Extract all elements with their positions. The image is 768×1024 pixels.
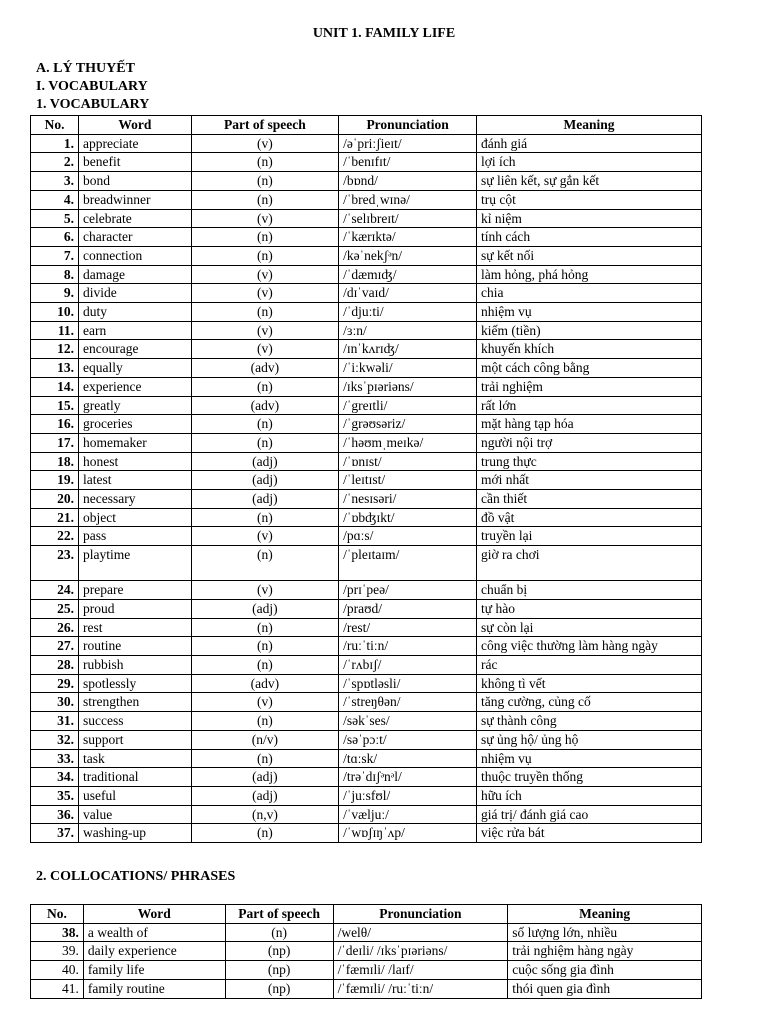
- meaning-cell: đánh giá: [477, 134, 702, 153]
- header-pronunciation: Pronunciation: [339, 116, 477, 135]
- row-number: 36.: [31, 805, 79, 824]
- table-row: [31, 942, 702, 961]
- table-row: [31, 599, 702, 618]
- part-of-speech-cell: (n): [191, 153, 338, 172]
- word-cell: equally: [79, 359, 192, 378]
- row-number: 5.: [31, 209, 79, 228]
- pronunciation-cell: /ˈselɪbreɪt/: [339, 209, 477, 228]
- row-number: 41.: [31, 979, 84, 998]
- row-number: 25.: [31, 599, 79, 618]
- pronunciation-cell: /ˈpleɪtaɪm/: [339, 546, 477, 581]
- part-of-speech-cell: (v): [191, 581, 338, 600]
- table-row: [31, 618, 702, 637]
- part-of-speech-cell: (v): [191, 340, 338, 359]
- table-row: [31, 768, 702, 787]
- meaning-cell: thói quen gia đình: [508, 979, 702, 998]
- table-row: [31, 377, 702, 396]
- table-row: [31, 228, 702, 247]
- table-row: [31, 209, 702, 228]
- meaning-cell: sự thành công: [477, 712, 702, 731]
- word-cell: benefit: [79, 153, 192, 172]
- section-heading-vocabulary: I. VOCABULARY: [36, 79, 148, 94]
- word-cell: encourage: [79, 340, 192, 359]
- word-cell: earn: [79, 321, 192, 340]
- row-number: 31.: [31, 712, 79, 731]
- row-number: 39.: [31, 942, 84, 961]
- row-number: 37.: [31, 824, 79, 843]
- table-row: [31, 693, 702, 712]
- word-cell: honest: [79, 452, 192, 471]
- pronunciation-cell: /ˈdeɪli/ /ɪksˈpɪəriəns/: [333, 942, 508, 961]
- part-of-speech-cell: (n): [191, 433, 338, 452]
- table-row: [31, 712, 702, 731]
- row-number: 34.: [31, 768, 79, 787]
- part-of-speech-cell: (n): [191, 749, 338, 768]
- word-cell: family routine: [83, 979, 225, 998]
- part-of-speech-cell: (v): [191, 134, 338, 153]
- table-row: [31, 805, 702, 824]
- part-of-speech-cell: (v): [191, 527, 338, 546]
- part-of-speech-cell: (adj): [191, 471, 338, 490]
- table-row: [31, 581, 702, 600]
- row-number: 2.: [31, 153, 79, 172]
- word-cell: support: [79, 730, 192, 749]
- meaning-cell: người nội trợ: [477, 433, 702, 452]
- word-cell: washing-up: [79, 824, 192, 843]
- header-meaning: Meaning: [508, 905, 702, 924]
- row-number: 6.: [31, 228, 79, 247]
- pronunciation-cell: /prɪˈpeə/: [339, 581, 477, 600]
- word-cell: greatly: [79, 396, 192, 415]
- pronunciation-cell: /ˈdæmɪʤ/: [339, 265, 477, 284]
- table-row: [31, 265, 702, 284]
- header-word: Word: [83, 905, 225, 924]
- meaning-cell: việc rửa bát: [477, 824, 702, 843]
- word-cell: a wealth of: [83, 923, 225, 942]
- part-of-speech-cell: (n): [191, 824, 338, 843]
- word-cell: homemaker: [79, 433, 192, 452]
- header-part-of-speech: Part of speech: [191, 116, 338, 135]
- table-row: [31, 923, 702, 942]
- word-cell: prepare: [79, 581, 192, 600]
- row-number: 24.: [31, 581, 79, 600]
- part-of-speech-cell: (n,v): [191, 805, 338, 824]
- row-number: 35.: [31, 786, 79, 805]
- pronunciation-cell: /ˈɒnɪst/: [339, 452, 477, 471]
- row-number: 32.: [31, 730, 79, 749]
- table-row: [31, 284, 702, 303]
- pronunciation-cell: /ˈgrəʊsəriz/: [339, 415, 477, 434]
- meaning-cell: cần thiết: [477, 490, 702, 509]
- meaning-cell: rác: [477, 655, 702, 674]
- word-cell: bond: [79, 172, 192, 191]
- row-number: 11.: [31, 321, 79, 340]
- word-cell: proud: [79, 599, 192, 618]
- meaning-cell: hữu ích: [477, 786, 702, 805]
- table-row: [31, 321, 702, 340]
- word-cell: divide: [79, 284, 192, 303]
- word-cell: strengthen: [79, 693, 192, 712]
- pronunciation-cell: /ˈɒbʤɪkt/: [339, 508, 477, 527]
- part-of-speech-cell: (n): [191, 546, 338, 581]
- pronunciation-cell: /ˈdjuːti/: [339, 303, 477, 322]
- pronunciation-cell: /ˈbenɪfɪt/: [339, 153, 477, 172]
- part-of-speech-cell: (n): [191, 228, 338, 247]
- part-of-speech-cell: (adj): [191, 599, 338, 618]
- table-row: [31, 786, 702, 805]
- pronunciation-cell: /rest/: [339, 618, 477, 637]
- part-of-speech-cell: (v): [191, 265, 338, 284]
- part-of-speech-cell: (n): [191, 618, 338, 637]
- vocabulary-table: [30, 115, 702, 843]
- pronunciation-cell: /tɑːsk/: [339, 749, 477, 768]
- row-number: 17.: [31, 433, 79, 452]
- pronunciation-cell: /ˈgreɪtli/: [339, 396, 477, 415]
- word-cell: latest: [79, 471, 192, 490]
- subsection-heading-vocabulary: 1. VOCABULARY: [36, 97, 150, 112]
- subsection-heading-collocations: 2. COLLOCATIONS/ PHRASES: [36, 869, 236, 884]
- part-of-speech-cell: (n): [191, 508, 338, 527]
- meaning-cell: làm hỏng, phá hỏng: [477, 265, 702, 284]
- page-title: UNIT 1. FAMILY LIFE: [312, 26, 456, 41]
- row-number: 8.: [31, 265, 79, 284]
- table-row: [31, 655, 702, 674]
- meaning-cell: chia: [477, 284, 702, 303]
- word-cell: rubbish: [79, 655, 192, 674]
- pronunciation-cell: /welθ/: [333, 923, 508, 942]
- word-cell: experience: [79, 377, 192, 396]
- meaning-cell: giá trị/ đánh giá cao: [477, 805, 702, 824]
- table-row: [31, 749, 702, 768]
- part-of-speech-cell: (n): [191, 712, 338, 731]
- pronunciation-cell: /ˈkærɪktə/: [339, 228, 477, 247]
- row-number: 26.: [31, 618, 79, 637]
- meaning-cell: chuẩn bị: [477, 581, 702, 600]
- word-cell: duty: [79, 303, 192, 322]
- row-number: 30.: [31, 693, 79, 712]
- meaning-cell: công việc thường làm hàng ngày: [477, 637, 702, 656]
- pronunciation-cell: /kəˈnekʃᵊn/: [339, 246, 477, 265]
- table-row: [31, 134, 702, 153]
- header-no: No.: [31, 905, 84, 924]
- row-number: 38.: [31, 923, 84, 942]
- row-number: 1.: [31, 134, 79, 153]
- part-of-speech-cell: (v): [191, 693, 338, 712]
- pronunciation-cell: /ˈbredˌwɪnə/: [339, 190, 477, 209]
- table-row: [31, 153, 702, 172]
- row-number: 22.: [31, 527, 79, 546]
- word-cell: celebrate: [79, 209, 192, 228]
- part-of-speech-cell: (adv): [191, 359, 338, 378]
- collocations-table: [30, 904, 702, 999]
- pronunciation-cell: /səkˈses/: [339, 712, 477, 731]
- pronunciation-cell: /ˈspɒtləsli/: [339, 674, 477, 693]
- word-cell: character: [79, 228, 192, 247]
- table-row: [31, 730, 702, 749]
- table-row: [31, 452, 702, 471]
- row-number: 16.: [31, 415, 79, 434]
- word-cell: playtime: [79, 546, 192, 581]
- pronunciation-cell: /ˈvæljuː/: [339, 805, 477, 824]
- meaning-cell: sự kết nối: [477, 246, 702, 265]
- meaning-cell: giờ ra chơi: [477, 546, 702, 581]
- word-cell: damage: [79, 265, 192, 284]
- table-header-row: [31, 116, 702, 135]
- table-row: [31, 490, 702, 509]
- part-of-speech-cell: (adv): [191, 396, 338, 415]
- table-row: [31, 527, 702, 546]
- row-number: 14.: [31, 377, 79, 396]
- meaning-cell: mặt hàng tạp hóa: [477, 415, 702, 434]
- meaning-cell: kiếm (tiền): [477, 321, 702, 340]
- meaning-cell: sự còn lại: [477, 618, 702, 637]
- meaning-cell: kỉ niệm: [477, 209, 702, 228]
- pronunciation-cell: /praʊd/: [339, 599, 477, 618]
- meaning-cell: trải nghiệm hàng ngày: [508, 942, 702, 961]
- part-of-speech-cell: (n): [191, 246, 338, 265]
- pronunciation-cell: /ɪksˈpɪəriəns/: [339, 377, 477, 396]
- meaning-cell: trải nghiệm: [477, 377, 702, 396]
- pronunciation-cell: /səˈpɔːt/: [339, 730, 477, 749]
- pronunciation-cell: /ɪnˈkʌrɪʤ/: [339, 340, 477, 359]
- word-cell: family life: [83, 961, 225, 980]
- row-number: 18.: [31, 452, 79, 471]
- pronunciation-cell: /trəˈdɪʃᵊnᵊl/: [339, 768, 477, 787]
- row-number: 7.: [31, 246, 79, 265]
- pronunciation-cell: /ˈleɪtɪst/: [339, 471, 477, 490]
- table-row: [31, 246, 702, 265]
- meaning-cell: lợi ích: [477, 153, 702, 172]
- row-number: 9.: [31, 284, 79, 303]
- row-number: 12.: [31, 340, 79, 359]
- part-of-speech-cell: (n): [225, 923, 333, 942]
- table-row: [31, 961, 702, 980]
- table-row: [31, 433, 702, 452]
- pronunciation-cell: /bɒnd/: [339, 172, 477, 191]
- table-row: [31, 546, 702, 581]
- pronunciation-cell: /ruːˈtiːn/: [339, 637, 477, 656]
- row-number: 21.: [31, 508, 79, 527]
- table-row: [31, 303, 702, 322]
- meaning-cell: tính cách: [477, 228, 702, 247]
- word-cell: value: [79, 805, 192, 824]
- pronunciation-cell: /ɜːn/: [339, 321, 477, 340]
- word-cell: groceries: [79, 415, 192, 434]
- word-cell: routine: [79, 637, 192, 656]
- table-row: [31, 824, 702, 843]
- meaning-cell: tự hào: [477, 599, 702, 618]
- table-row: [31, 340, 702, 359]
- row-number: 13.: [31, 359, 79, 378]
- row-number: 28.: [31, 655, 79, 674]
- part-of-speech-cell: (n): [191, 637, 338, 656]
- pronunciation-cell: /ˈstreŋθən/: [339, 693, 477, 712]
- meaning-cell: đồ vật: [477, 508, 702, 527]
- meaning-cell: tăng cường, củng cố: [477, 693, 702, 712]
- pronunciation-cell: /ˈnesɪsəri/: [339, 490, 477, 509]
- table-row: [31, 471, 702, 490]
- meaning-cell: trung thực: [477, 452, 702, 471]
- row-number: 20.: [31, 490, 79, 509]
- word-cell: connection: [79, 246, 192, 265]
- row-number: 23.: [31, 546, 79, 581]
- table-row: [31, 359, 702, 378]
- word-cell: rest: [79, 618, 192, 637]
- word-cell: appreciate: [79, 134, 192, 153]
- pronunciation-cell: /ˈjuːsfʊl/: [339, 786, 477, 805]
- table-header-row: [31, 905, 702, 924]
- part-of-speech-cell: (n): [191, 655, 338, 674]
- section-heading-theory: A. LÝ THUYẾT: [36, 61, 135, 76]
- pronunciation-cell: /ˈwɒʃɪŋˈʌp/: [339, 824, 477, 843]
- part-of-speech-cell: (n): [191, 303, 338, 322]
- word-cell: object: [79, 508, 192, 527]
- meaning-cell: trụ cột: [477, 190, 702, 209]
- meaning-cell: truyền lại: [477, 527, 702, 546]
- table-row: [31, 172, 702, 191]
- pronunciation-cell: /pɑːs/: [339, 527, 477, 546]
- part-of-speech-cell: (n): [191, 172, 338, 191]
- part-of-speech-cell: (np): [225, 979, 333, 998]
- part-of-speech-cell: (adj): [191, 452, 338, 471]
- pronunciation-cell: /ˈiːkwəli/: [339, 359, 477, 378]
- header-meaning: Meaning: [477, 116, 702, 135]
- row-number: 10.: [31, 303, 79, 322]
- table-row: [31, 415, 702, 434]
- row-number: 29.: [31, 674, 79, 693]
- table-row: [31, 979, 702, 998]
- meaning-cell: số lượng lớn, nhiều: [508, 923, 702, 942]
- part-of-speech-cell: (n/v): [191, 730, 338, 749]
- pronunciation-cell: /ˈrʌbɪʃ/: [339, 655, 477, 674]
- word-cell: necessary: [79, 490, 192, 509]
- table-row: [31, 190, 702, 209]
- part-of-speech-cell: (np): [225, 961, 333, 980]
- meaning-cell: sự ủng hộ/ ủng hộ: [477, 730, 702, 749]
- meaning-cell: nhiệm vụ: [477, 749, 702, 768]
- word-cell: daily experience: [83, 942, 225, 961]
- pronunciation-cell: /əˈpriːʃieɪt/: [339, 134, 477, 153]
- part-of-speech-cell: (adv): [191, 674, 338, 693]
- meaning-cell: cuộc sống gia đình: [508, 961, 702, 980]
- table-row: [31, 674, 702, 693]
- part-of-speech-cell: (n): [191, 377, 338, 396]
- part-of-speech-cell: (adj): [191, 490, 338, 509]
- table-row: [31, 508, 702, 527]
- row-number: 4.: [31, 190, 79, 209]
- table-row: [31, 396, 702, 415]
- pronunciation-cell: /dɪˈvaɪd/: [339, 284, 477, 303]
- header-word: Word: [79, 116, 192, 135]
- pronunciation-cell: /ˈhəʊmˌmeɪkə/: [339, 433, 477, 452]
- row-number: 15.: [31, 396, 79, 415]
- meaning-cell: thuộc truyền thống: [477, 768, 702, 787]
- row-number: 27.: [31, 637, 79, 656]
- meaning-cell: rất lớn: [477, 396, 702, 415]
- part-of-speech-cell: (v): [191, 321, 338, 340]
- part-of-speech-cell: (v): [191, 209, 338, 228]
- header-no: No.: [31, 116, 79, 135]
- word-cell: spotlessly: [79, 674, 192, 693]
- word-cell: success: [79, 712, 192, 731]
- header-pronunciation: Pronunciation: [333, 905, 508, 924]
- word-cell: breadwinner: [79, 190, 192, 209]
- header-part-of-speech: Part of speech: [225, 905, 333, 924]
- part-of-speech-cell: (adj): [191, 786, 338, 805]
- part-of-speech-cell: (adj): [191, 768, 338, 787]
- row-number: 33.: [31, 749, 79, 768]
- part-of-speech-cell: (v): [191, 284, 338, 303]
- pronunciation-cell: /ˈfæmɪli/ /ruːˈtiːn/: [333, 979, 508, 998]
- meaning-cell: không tì vết: [477, 674, 702, 693]
- part-of-speech-cell: (n): [191, 415, 338, 434]
- word-cell: task: [79, 749, 192, 768]
- part-of-speech-cell: (np): [225, 942, 333, 961]
- table-row: [31, 637, 702, 656]
- row-number: 19.: [31, 471, 79, 490]
- row-number: 40.: [31, 961, 84, 980]
- meaning-cell: khuyến khích: [477, 340, 702, 359]
- word-cell: useful: [79, 786, 192, 805]
- part-of-speech-cell: (n): [191, 190, 338, 209]
- meaning-cell: sự liên kết, sự gắn kết: [477, 172, 702, 191]
- pronunciation-cell: /ˈfæmɪli/ /laɪf/: [333, 961, 508, 980]
- row-number: 3.: [31, 172, 79, 191]
- word-cell: pass: [79, 527, 192, 546]
- meaning-cell: một cách công bằng: [477, 359, 702, 378]
- word-cell: traditional: [79, 768, 192, 787]
- meaning-cell: nhiệm vụ: [477, 303, 702, 322]
- meaning-cell: mới nhất: [477, 471, 702, 490]
